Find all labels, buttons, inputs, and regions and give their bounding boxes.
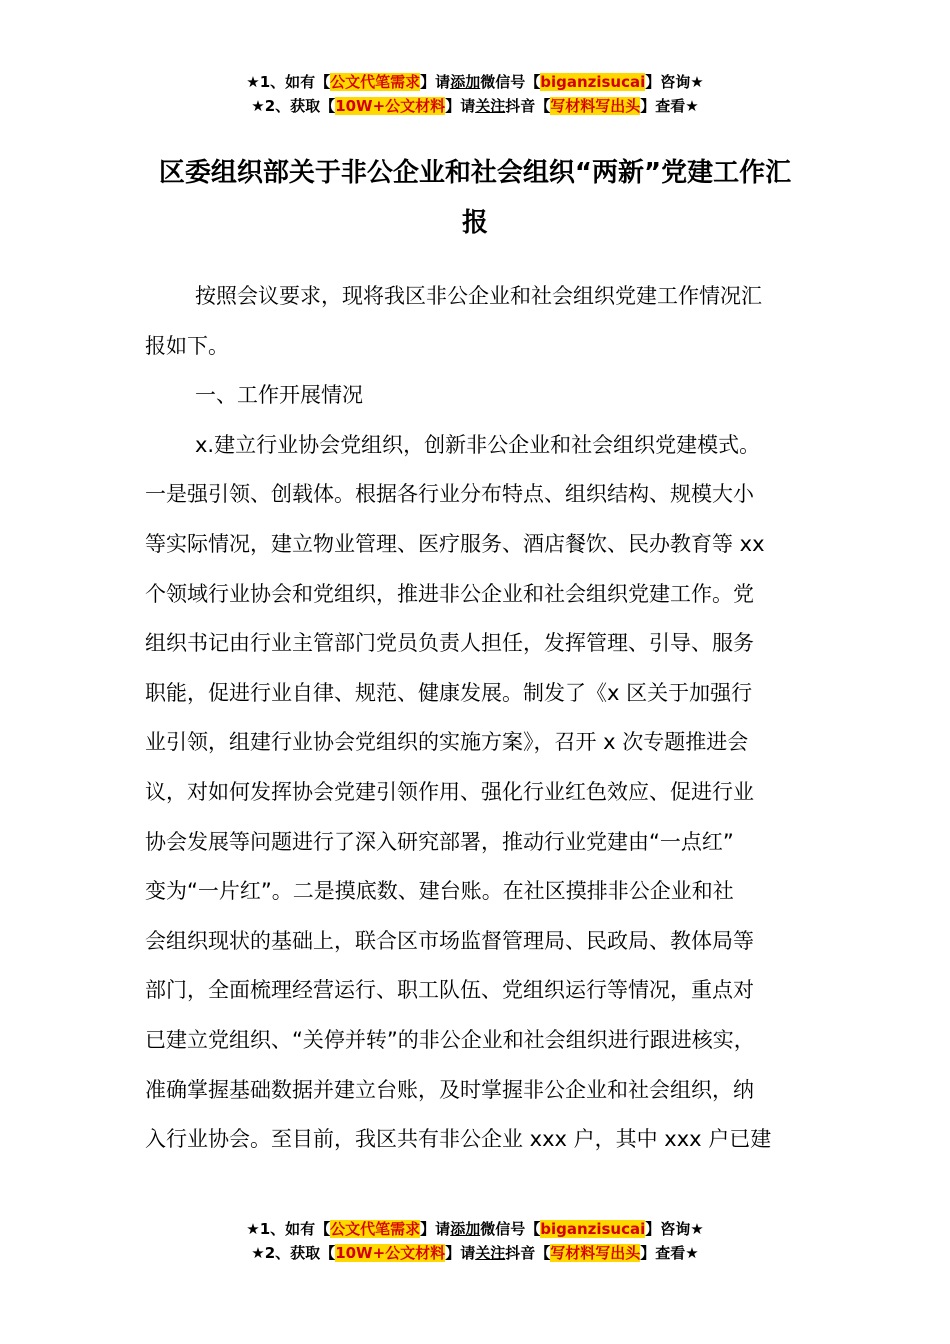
- body-line: 已建立党组织、“关停并转”的非公企业和社会组织进行跟进核实，: [145, 1027, 755, 1052]
- promo-highlight: 10W+公文材料: [335, 97, 446, 115]
- body-line: 准确掌握基础数据并建立台账，及时掌握非公企业和社会组织，纳: [145, 1077, 754, 1102]
- promo-underlined: 关注: [475, 1244, 506, 1262]
- promo-highlight: 10W+公文材料: [335, 1244, 446, 1262]
- promo-text: ★1、如有【: [246, 73, 331, 91]
- promo-line-1: [0, 70, 950, 94]
- promo-text: 抖音【: [505, 1244, 551, 1262]
- promo-highlight: 写材料写出头: [550, 1244, 641, 1262]
- promo-highlight: 写材料写出头: [550, 97, 641, 115]
- promo-highlight: 公文代笔需求: [330, 1220, 421, 1238]
- promo-text: 】咨询★: [645, 73, 704, 91]
- body-line: 议，对如何发挥协会党建引领作用、强化行业红色效应、促进行业: [145, 779, 754, 804]
- body-line: 个领域行业协会和党组织，推进非公企业和社会组织党建工作。党: [145, 581, 754, 606]
- title-line: 区委组织部关于非公企业和社会组织“两新”党建工作汇: [158, 158, 792, 188]
- bottom-promo-banner: [0, 1217, 950, 1265]
- title-line: 报: [461, 208, 488, 238]
- promo-line-2: [0, 94, 950, 118]
- promo-underlined: 关注: [475, 97, 506, 115]
- body-line: 按照会议要求，现将我区非公企业和社会组织党建工作情况汇: [195, 284, 762, 308]
- promo-line-1: [0, 1217, 950, 1241]
- document-body: [145, 272, 805, 1165]
- promo-text: 】请: [420, 1220, 451, 1238]
- promo-underlined: 添加: [450, 1220, 481, 1238]
- promo-text: 】请: [445, 1244, 476, 1262]
- subsection-heading: x.建立行业协会党组织，创新非公企业和社会组织党建模式。: [195, 432, 761, 457]
- promo-text: 抖音【: [505, 97, 551, 115]
- document-title: [145, 148, 805, 248]
- promo-highlight: 公文代笔需求: [330, 73, 421, 91]
- promo-text: 】请: [445, 97, 476, 115]
- promo-underlined: 添加: [450, 73, 481, 91]
- body-line: 会组织现状的基础上，联合区市场监督管理局、民政局、教体局等: [145, 928, 754, 953]
- body-line: 一是强引领、创载体。根据各行业分布特点、组织结构、规模大小: [145, 482, 754, 507]
- promo-text: 微信号【: [480, 73, 541, 91]
- body-line: 部门，全面梳理经营运行、职工队伍、党组织运行等情况，重点对: [145, 978, 754, 1003]
- body-line: 协会发展等问题进行了深入研究部署，推动行业党建由“一点红”: [145, 829, 734, 854]
- promo-text: 】查看★: [640, 97, 699, 115]
- promo-text: 微信号【: [480, 1220, 541, 1238]
- body-line: 组织书记由行业主管部门党员负责人担任，发挥管理、引导、服务: [145, 631, 754, 656]
- body-line: 入行业协会。至目前，我区共有非公企业 xxx 户，其中 xxx 户已建: [145, 1127, 772, 1152]
- body-line: 业引领，组建行业协会党组织的实施方案》，召开 x 次专题推进会: [145, 730, 749, 755]
- body-line: 报如下。: [145, 333, 229, 358]
- promo-highlight: biganzisucai: [540, 1220, 646, 1238]
- body-line: 等实际情况，建立物业管理、医疗服务、酒店餐饮、民办教育等 xx: [145, 531, 765, 556]
- body-line: 变为“一片红”。二是摸底数、建台账。在社区摸排非公企业和社: [145, 879, 734, 904]
- promo-text: ★2、获取【: [251, 1244, 336, 1262]
- promo-text: ★2、获取【: [251, 97, 336, 115]
- top-promo-banner: [0, 70, 950, 118]
- body-line: 职能，促进行业自律、规范、健康发展。制发了《x 区关于加强行: [145, 680, 753, 705]
- promo-text: ★1、如有【: [246, 1220, 331, 1238]
- promo-line-2: [0, 1241, 950, 1265]
- promo-highlight: biganzisucai: [540, 73, 646, 91]
- promo-text: 】请: [420, 73, 451, 91]
- promo-text: 】咨询★: [645, 1220, 704, 1238]
- section-heading: 一、工作开展情况: [195, 383, 363, 408]
- promo-text: 】查看★: [640, 1244, 699, 1262]
